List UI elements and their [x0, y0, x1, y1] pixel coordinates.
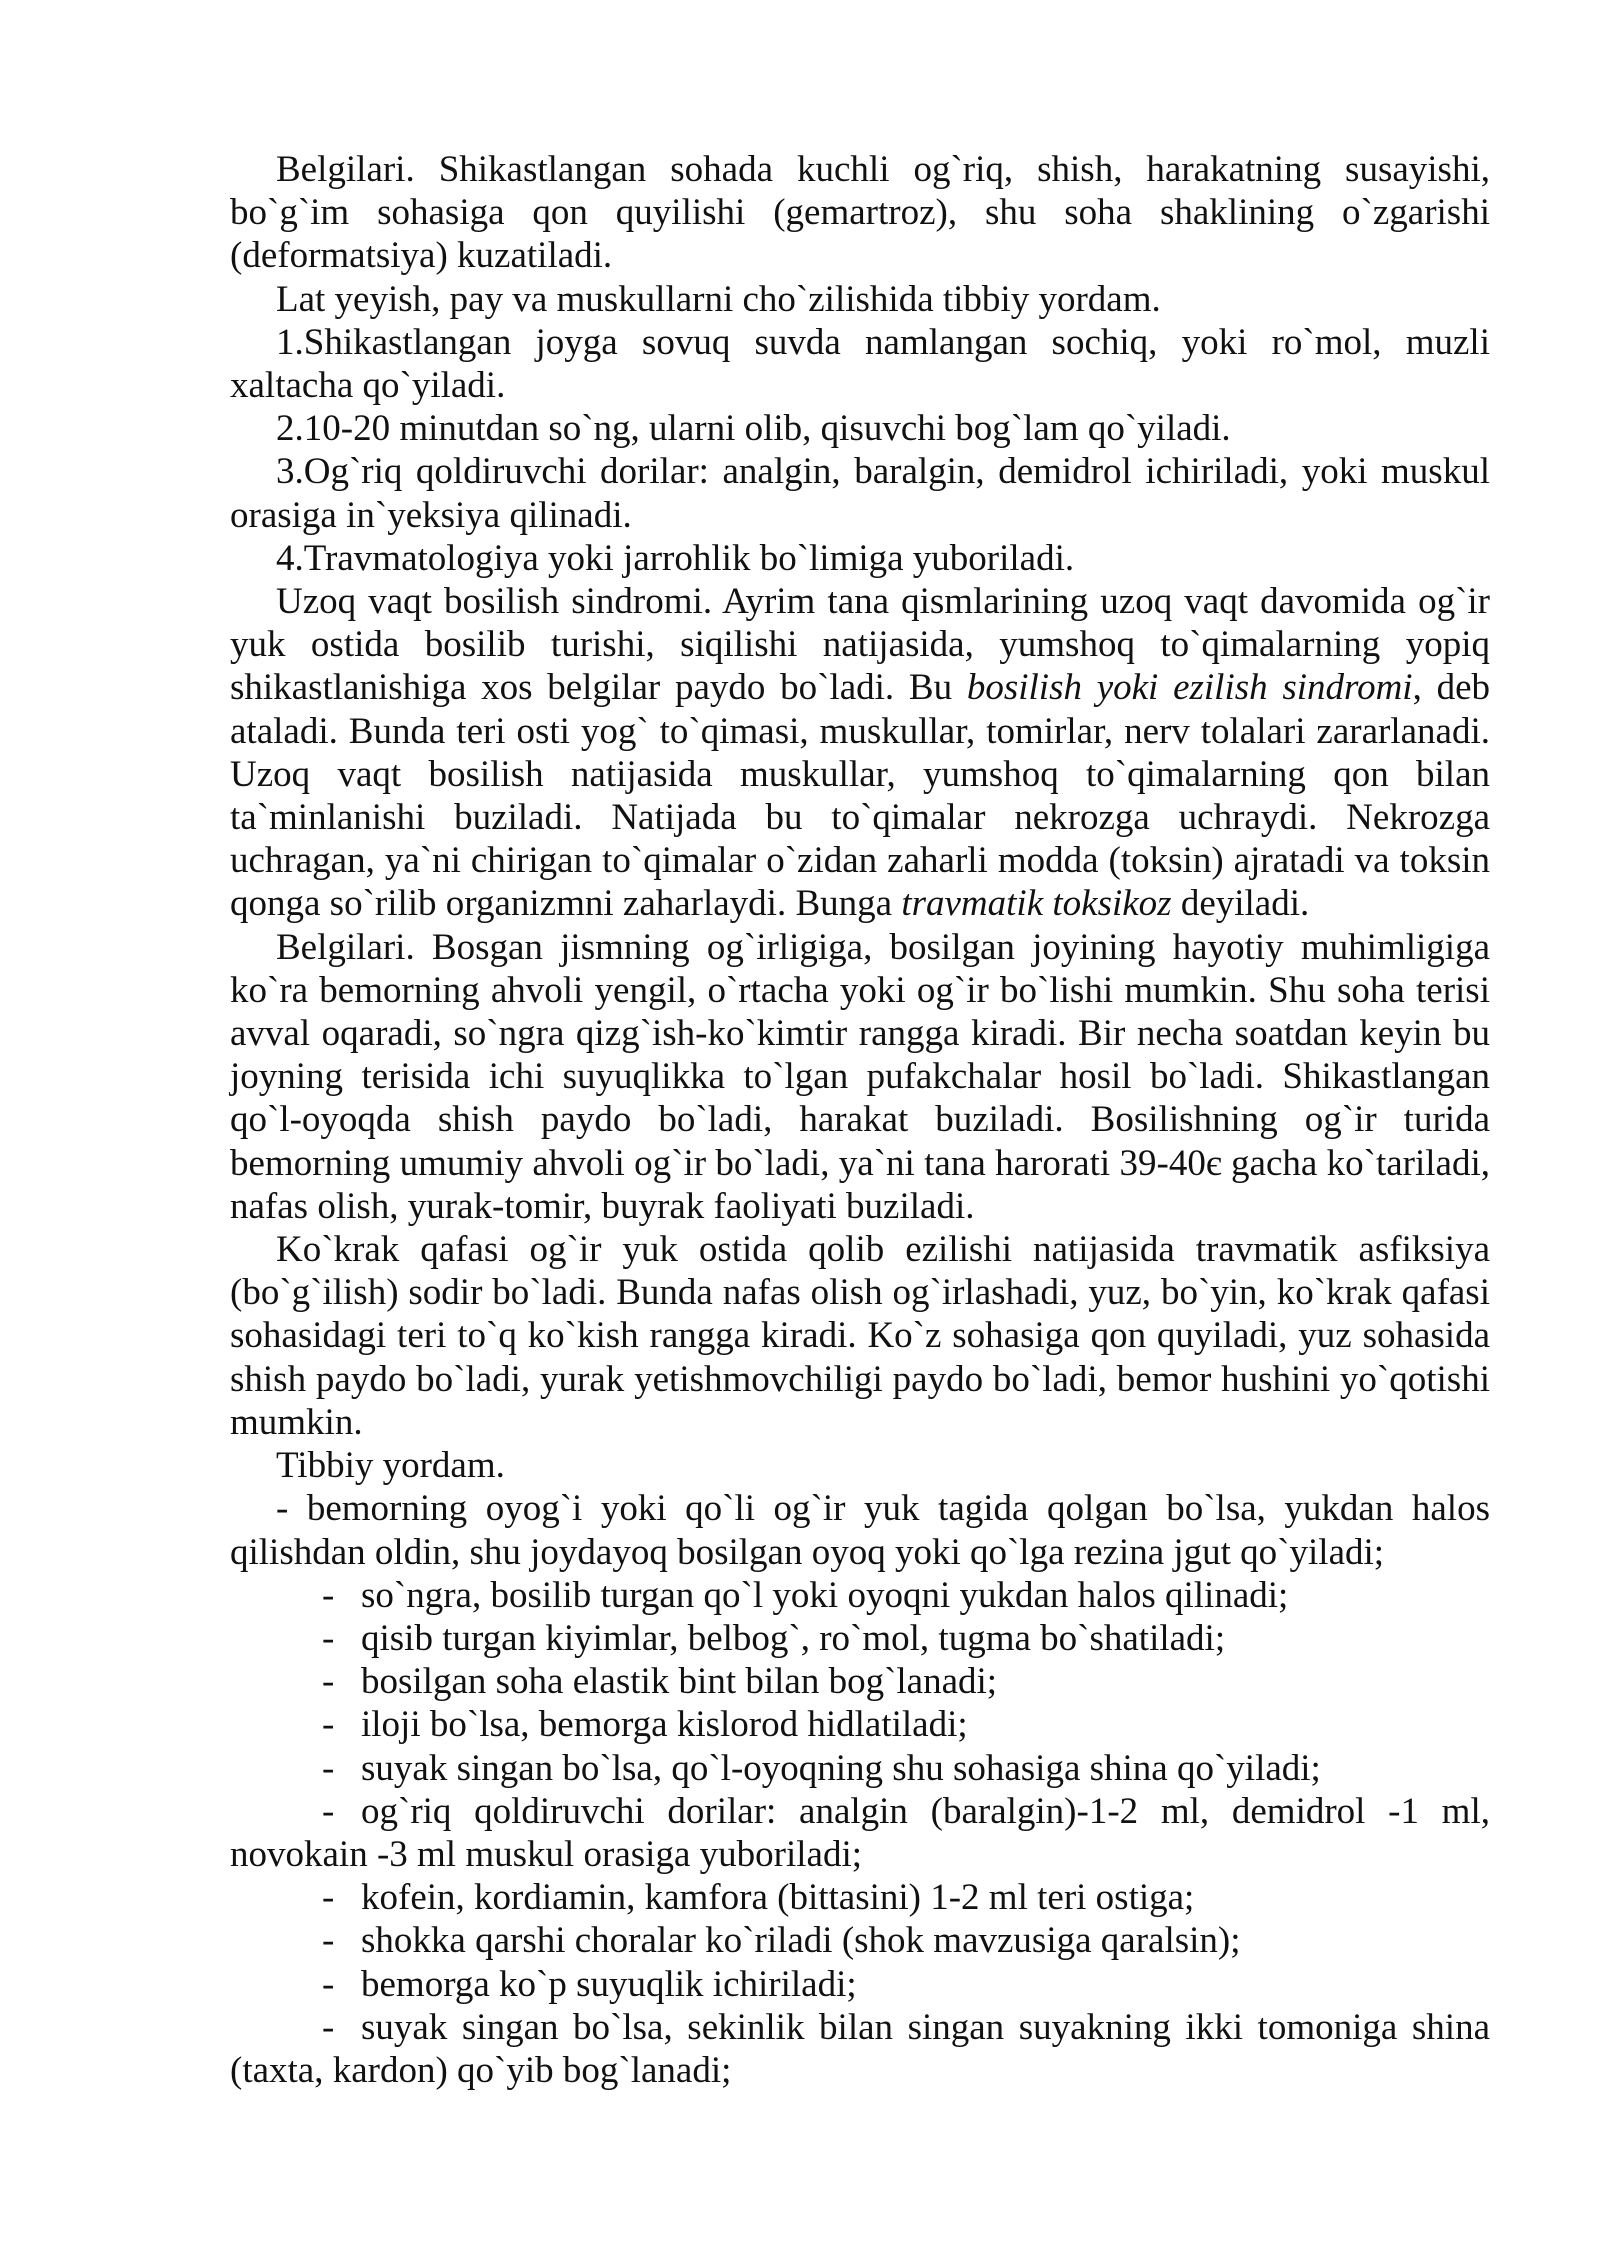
list-dash: - [322, 1617, 335, 1659]
list-item [230, 1747, 1490, 1790]
list-dash: - [322, 1661, 335, 1703]
list-item-text: iloji bo`lsa, bemorga kislorod hidlatiladi; [361, 1704, 968, 1746]
tibbiy-yordam-heading: Tibbiy yordam. [276, 1445, 505, 1487]
list-item [230, 1703, 1490, 1746]
list-item-text: suyak singan bo`lsa, qo`l-oyoqning shu sohasiga shina qo`yiladi; [361, 1747, 1321, 1789]
list-dash: - [322, 1877, 335, 1919]
list-item [230, 1790, 1490, 1876]
first-aid-item-0: - bemorning oyog`i yoki qo`li og`ir yuk tagida qolgan bo`lsa, yukdan halos qilishdan oldin, shu joydayoq bosilgan oyoq yoki qo`lga rezina jgut qo`yiladi; [230, 1488, 1490, 1573]
list-item [230, 1876, 1490, 1919]
list-item [230, 1660, 1490, 1703]
paragraph-step-4: 4.Travmatologiya yoki jarrohlik bo`limiga yuboriladi. [276, 537, 1075, 579]
list-item [230, 1919, 1490, 1962]
list-item [230, 1617, 1490, 1660]
list-item-text: kofein, kordiamin, kamfora (bittasini) 1-2 ml teri ostiga; [361, 1877, 1195, 1919]
paragraph-belgilari-1: Belgilari. Shikastlangan sohada kuchli og`riq, shish, harakatning susayishi, bo`g`im sohasiga qon quyilishi (gemartroz), shu soha shaklining o`zgarishi (deformatsiya) kuzatiladi. [230, 149, 1490, 277]
paragraph-lat-yeyish-heading: Lat yeyish, pay va muskullarni cho`zilishida tibbiy yordam. [276, 278, 1161, 320]
paragraph-kokrak-qafasi: Ko`krak qafasi og`ir yuk ostida qolib ezilishi natijasida travmatik asfiksiya (bo`g`ilish) sodir bo`ladi. Bunda nafas olish og`irlashadi, yuz, bo`yin, ko`krak qafasi sohasidagi teri to`q ko`kish rangga kiradi. Ko`z sohasiga qon quyiladi, yuz sohasida shish paydo bo`ladi, yurak yetishmovchiligi paydo bo`ladi, bemor hushini yo`qotishi mumkin. [230, 1229, 1490, 1443]
list-dash: - [322, 1574, 335, 1616]
list-item-text: suyak singan bo`lsa, sekinlik bilan singan suyakning ikki tomoniga shina (taxta, kardon) qo`yib bog`lanadi; [230, 2006, 1490, 2091]
uzoq-italic-1: bosilish yoki ezilish sindromi [966, 667, 1413, 709]
list-dash: - [322, 1704, 335, 1746]
list-dash: - [322, 1920, 335, 1962]
list-item-text: shokka qarshi choralar ko`riladi (shok mavzusiga qaralsin); [361, 1920, 1241, 1962]
list-item-text: bosilgan soha elastik bint bilan bog`lanadi; [361, 1661, 998, 1703]
uzoq-text-1: Uzoq vaqt bosilish sindromi. Ayrim tana qismlarining uzoq vaqt davomida og`ir yuk ostida bosilib turishi, siqilishi natijasida, yumshoq to`qimalarning yopiq shikastlanishiga xos belgilar paydo bo`ladi. Bu [230, 581, 1490, 709]
paragraph-step-1: 1.Shikastlangan joyga sovuq suvda namlangan sochiq, yoki ro`mol, muzli xaltacha qo`yiladi. [230, 321, 1490, 407]
list-dash: - [322, 1790, 335, 1832]
list-dash: - [322, 2006, 335, 2048]
first-aid-list [230, 1574, 1490, 2092]
list-dash: - [322, 1963, 335, 2005]
list-item [230, 1963, 1490, 2006]
list-item-text: og`riq qoldiruvchi dorilar: analgin (baralgin)-1-2 ml, demidrol -1 ml, novokain -3 ml muskul orasiga yuboriladi; [230, 1790, 1490, 1875]
list-item-text: so`ngra, bosilib turgan qo`l yoki oyoqni yukdan halos qilinadi; [361, 1574, 1289, 1616]
list-dash: - [322, 1747, 335, 1789]
list-item-text: qisib turgan kiyimlar, belbog`, ro`mol, tugma bo`shatiladi; [361, 1617, 1226, 1659]
paragraph-step-2: 2.10-20 minutdan so`ng, ularni olib, qisuvchi bog`lam qo`yiladi. [276, 408, 1231, 450]
uzoq-italic-2: travmatik toksikoz [901, 883, 1172, 925]
paragraph-belgilari-2: Belgilari. Bosgan jismning og`irligiga, bosilgan joyining hayotiy muhimligiga ko`ra bemorning ahvoli yengil, o`rtacha yoki og`ir bo`lishi mumkin. Shu soha terisi avval oqaradi, so`ngra qizg`ish-ko`kimtir rangga kiradi. Bir necha soatdan keyin bu joyning terisida ichi suyuqlikka to`lgan pufakchalar hosil bo`ladi. Shikastlangan qo`l-oyoqda shish paydo bo`ladi, harakat buziladi. Bosilishning og`ir turida bemorning umumiy ahvoli og`ir bo`ladi, ya`ni tana harorati 39-40є gacha ko`tariladi, nafas olish, yurak-tomir, buyrak faoliyati buziladi. [230, 926, 1490, 1227]
list-item [230, 2006, 1490, 2092]
list-item-text: bemorga ko`p suyuqlik ichiriladi; [361, 1963, 857, 2005]
list-item [230, 1574, 1490, 1617]
paragraph-step-3: 3.Og`riq qoldiruvchi dorilar: analgin, baralgin, demidrol ichiriladi, yoki muskul orasiga in`yeksiya qilinadi. [230, 451, 1490, 536]
paragraph-uzoq-vaqt [230, 580, 1490, 926]
uzoq-text-3: deyiladi. [1171, 883, 1310, 925]
uzoq-text-2: , deb ataladi. Bunda teri osti yog` to`qimasi, muskullar, tomirlar, nerv tolalari zararlanadi. Uzoq vaqt bosilish natijasida muskullar, yumshoq to`qimalarning qon bilan ta`minlanishi buziladi. Natijada bu to`qimalar nekrozga uchraydi. Nekrozga uchragan, ya`ni chirigan to`qimalar o`zidan zaharli modda (toksin) ajratadi va toksin qonga so`rilib organizmni zaharlaydi. Bunga [230, 667, 1490, 925]
